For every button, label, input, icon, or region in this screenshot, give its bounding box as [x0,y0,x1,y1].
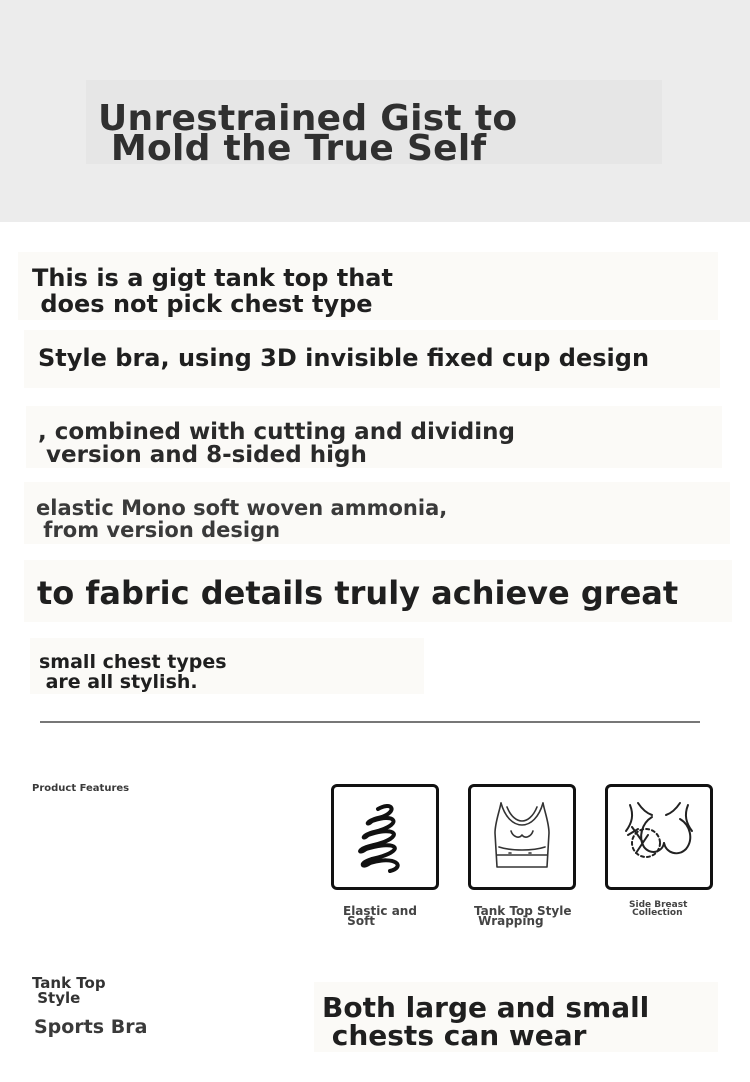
spring-coil-graphic [334,787,436,887]
tank-top-bra-icon [468,784,576,890]
tank-top-bra-graphic [471,787,573,887]
feature-caption-side-breast: Side Breast Collection [629,900,688,918]
side-breast-graphic [608,787,710,887]
description-line-3: , combined with cutting and dividing version and 8-sided high [38,419,515,468]
spring-coil-icon [331,784,439,890]
description-line-1: This is a gigt tank top that does not pick chest type [32,264,393,318]
description-line-5: to fabric details truly achieve great [37,574,679,612]
feature-caption-elastic: Elastic and Soft [343,904,417,928]
category-label: Sports Bra [34,1016,148,1038]
tagline-text: Both large and small chests can wear [322,991,650,1052]
side-breast-icon [605,784,713,890]
description-line-4: elastic Mono soft woven ammonia, from version design [36,496,448,542]
section-divider [40,721,700,723]
description-line-2: Style bra, using 3D invisible fixed cup design [38,344,650,372]
product-features-label: Product Features [32,783,130,794]
style-label: Tank Top Style [32,974,106,1007]
feature-caption-tank-top: Tank Top Style Wrapping [474,904,572,928]
description-line-6: small chest types are all stylish. [39,651,227,693]
hero-title: Unrestrained Gist to Mold the True Self [98,98,518,169]
